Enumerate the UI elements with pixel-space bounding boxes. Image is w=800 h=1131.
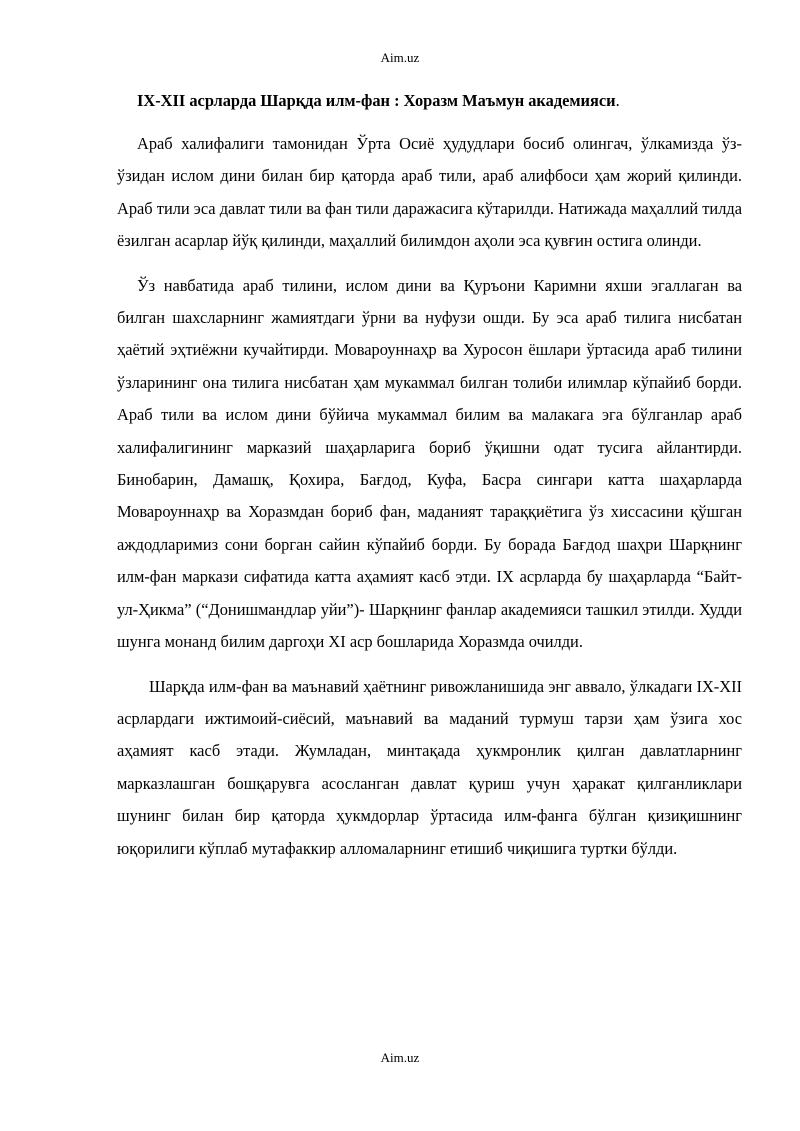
document-body [117, 88, 742, 877]
paragraph-3: Шарқда илм-фан ва маънавий ҳаётнинг ривожланишида энг аввало, ўлкадаги IX-XII асрлардаги ижтимоий-сиёсий, маънавий ва маданий турмуш тарзи ҳам ўзига хос аҳамият касб этади. Жумладан, минтақада ҳукмронлик қилган давлатларнинг марказлашган бошқарувга асосланган давлат қуриш учун ҳаракат қилганликлари шунинг билан бир қаторда ҳукмдорлар ўртасида илм-фанга бўлган қизиқишнинг юқорилиги кўплаб мутафаккир алломаларнинг етишиб чиқишига туртки бўлди. [117, 676, 742, 858]
page-header: Aim.uz [380, 50, 420, 65]
paragraph-1: Араб халифалиги тамонидан Ўрта Осиё ҳудудлари босиб олингач, ўлкамизда ўз-ўзидан ислом дини билан бир қаторда араб тили, араб алифбоси ҳам жорий қилинди. Араб тили эса давлат тили ва фан тили даражасига кўтарилди. Натижада маҳаллий тилда ёзилган асарлар йўқ қилинди, маҳаллий билимдон аҳоли эса қувғин остига олинди. [117, 134, 742, 251]
document-title-period: . [615, 91, 620, 110]
paragraph-2: Ўз навбатида араб тилини, ислом дини ва Қуръони Каримни яхши эгаллаган ва билган шахсларнинг жамиятдаги ўрни ва нуфузи ошди. Бу эса араб тилига нисбатан ҳаётий эҳтиёжни кучайтирди. Мовароуннаҳр ва Хуросон ёшлари ўртасида араб тилини ўзларининг она тилига нисбатан ҳам мукаммал билган толиби илимлар кўпайиб борди. Араб тили ва ислом дини бўйича мукаммал билим ва малакага эга бўлганлар араб халифалигининг марказий шаҳарларига бориб ўқишни одат тусига айлантирди. Бинобарин, Дамашқ, Қохира, Бағдод, Куфа, Басра сингари катта шаҳарларда Мовароуннаҳр ва Хоразмдан бориб фан, маданият тараққиётига ўз хиссасини қўшган аждодларимиз сони борган сайин кўпайиб борди. Бу борада Бағдод шаҳри Шарқнинг илм-фан маркази сифатида катта аҳамият касб этди. IX асрларда бу шаҳарларда “Байт-ул-Ҳикма” (“Донишмандлар уйи”)- Шарқнинг фанлар академияси ташкил этилди. Худди шунга монанд билим даргоҳи XI аср бошларида Хоразмда очилди. [117, 275, 742, 652]
document-title-text: IX-XII асрларда Шарқда илм-фан : Хоразм Маъмун академияси [137, 91, 616, 110]
page-footer: Aim.uz [380, 1050, 420, 1065]
document-title [117, 88, 742, 114]
